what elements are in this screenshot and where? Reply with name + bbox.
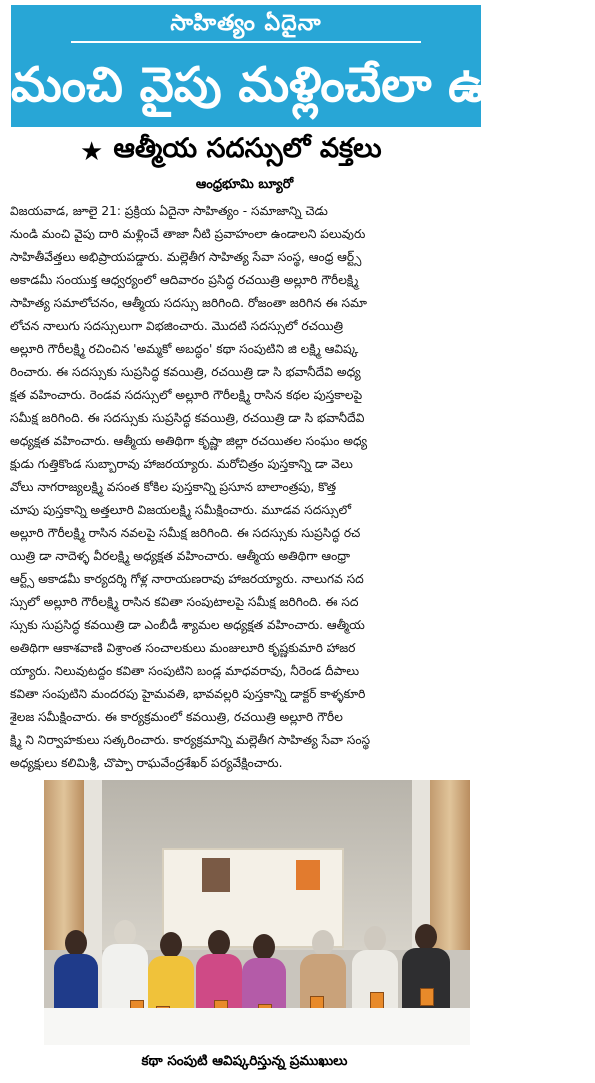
article-line: కవితా సంపుటిని మందరపు హైమవతి, భావవల్లరి పుస్తకాన్ని డాక్టర్ కాళ్ళకూరి — [10, 687, 366, 701]
photo-caption: కథా సంపుటి ఆవిష్కరిస్తున్న ప్రముఖులు — [141, 1053, 348, 1069]
banner-book-cover — [296, 860, 320, 890]
masthead-banner — [11, 5, 595, 127]
star-icon: ★ — [80, 137, 104, 167]
article-line: సాహిత్య సమాలోచనం, ఆత్మీయ సదస్సు జరిగింది. రోజంతా జరిగిన ఈ సమా — [10, 296, 367, 310]
article-line: అధ్యక్షులు కలిమిశ్రీ, చొప్పా రాఘవేంద్రశేఖర్ పర్యవేక్షించారు. — [10, 756, 283, 770]
article-line: శైలజ సమీక్షించారు. ఈ కార్యక్రమంలో కవయిత్రి, రచయిత్రి అల్లూరి గౌరీల — [10, 710, 343, 724]
section-title: ఆత్మీయ సదస్సులో వక్తలు — [113, 133, 382, 164]
article-line: స్సుకు సుప్రసిద్ధ కవయిత్రి డా ఎంబీడీ శ్యామల అధ్యక్షత వహించారు. ఆత్మీయ — [10, 618, 365, 632]
article-line: యిత్రి డా నాదెళ్ళ వీరలక్ష్మి అధ్యక్షత వహించారు. ఆత్మీయ అతిథిగా ఆంధ్రా — [10, 549, 350, 563]
headline-kicker: సాహిత్యం ఏదైనా — [170, 11, 322, 36]
article-line: క్ష్మి ని నిర్వాహకులు సత్కరించారు. కార్యక్రమాన్ని మల్లెతీగ సాహిత్య సేవా సంస్థ — [10, 733, 371, 747]
article-line: లోచన నాలుగు సదస్సులుగా విభజించారు. మొదటి సదస్సులో రచయిత్రి — [10, 319, 344, 333]
article-line: సమీక్ష జరిగింది. ఈ సదస్సుకు సుప్రసిద్ధ కవయిత్రి, రచయిత్రి డా సి భవానీదేవి — [10, 411, 365, 425]
article-line: రించారు. ఈ సదస్సుకు సుప్రసిద్ధ కవయిత్రి, రచయిత్రి డా సి భవానీదేవి అధ్య — [10, 365, 361, 379]
article-line: అతిథిగా ఆకాశవాణి విశ్రాంత సంచాలకులు మంజులూరి కృష్ణకుమారి హాజర — [10, 641, 356, 655]
article-line: సాహితీవేత్తలు అభిప్రాయపడ్డారు. మల్లెతీగ సాహిత్య సేవా సంస్థ, ఆంధ్ర ఆర్ట్స్ — [10, 250, 362, 264]
article-line: అధ్యక్షత వహించారు. ఆత్మీయ అతిథిగా కృష్ణా జిల్లా రచయితల సంఘం అధ్య — [10, 434, 368, 448]
photo-curtain-left — [44, 780, 84, 950]
article-line: అల్లూరి గౌరీలక్ష్మి రాసిన నవలపై సమీక్ష జరిగింది. ఈ సదస్సుకు సుప్రసిద్ధ రచ — [10, 526, 361, 540]
article-line: ఆర్ట్స్ అకాడమీ కార్యదర్శి గోళ్ల నారాయణరావు హాజరయ్యారు. నాలుగవ సద — [10, 572, 364, 586]
event-photo — [44, 780, 470, 1045]
article-body — [10, 200, 482, 778]
section-heading — [80, 132, 410, 172]
article-line: క్షుడు గుత్తికొండ సుబ్బారావు హాజరయ్యారు. మరోచిత్రం పుస్తకాన్ని డా వెలు — [10, 457, 353, 471]
article-line: స్సులో అల్లూరి గౌరీలక్ష్మి రాసిన కవితా సంపుటాలపై సమీక్ష జరిగింది. ఈ సద — [10, 595, 359, 609]
article-line: అకాడమీ సంయుక్త ఆధ్వర్యంలో ఆదివారం ప్రసిద్ధ రచయిత్రి అల్లూరి గౌరీలక్ష్మి — [10, 273, 359, 287]
banner-portrait — [202, 858, 230, 892]
byline: ఆంధ్రభూమి బ్యూరో — [195, 177, 294, 192]
article-line: నుండి మంచి వైపు దారి మళ్లించే తాజా నీటి ప్రవాహంలా ఉండాలని పలువురు — [10, 227, 366, 241]
kicker-underline — [71, 41, 421, 43]
article-line: విజయవాడ, జూలై 21: ప్రక్రియ ఏదైనా సాహిత్యం - సమాజాన్ని చెడు — [10, 204, 328, 218]
article-line: వోలు నాగరాజ్యలక్ష్మి వసంత కోకిల పుస్తకాన్ని ప్రసూన బాలాంత్రపు, కొత్త — [10, 480, 337, 494]
photo-table — [44, 1008, 470, 1045]
article-line: అల్లూరి గౌరీలక్ష్మి రచించిన 'అమ్మకో అబద్ధం' కథా సంపుటిని జి లక్ష్మి ఆవిష్క — [10, 342, 359, 356]
article-line: క్షత వహించారు. రెండవ సదస్సులో అల్లూరి గౌరీలక్ష్మి రాసిన కథల పుస్తకాలపై — [10, 388, 363, 402]
main-headline: మంచి వైపు మళ్లించేలా ఉండాలి — [11, 57, 595, 113]
article-line: చూపు పుస్తకాన్ని అత్తలూరి విజయలక్ష్మి సమీక్షించారు. మూడవ సదస్సులో — [10, 503, 352, 517]
article-line: య్యారు. నిలువుటద్దం కవితా సంపుటిని బండ్ల మాధవరావు, నీరెండ దీపాలు — [10, 664, 360, 678]
